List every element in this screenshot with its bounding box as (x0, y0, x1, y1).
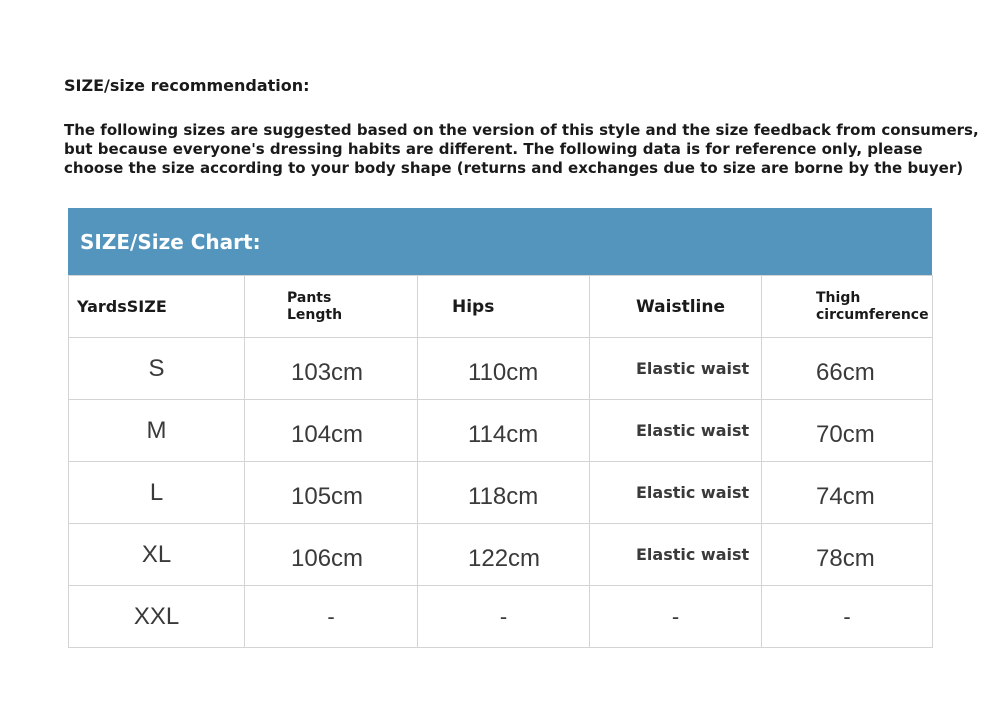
table-row (69, 524, 933, 586)
table-row (69, 338, 933, 400)
page-heading: SIZE/size recommendation: (64, 76, 310, 95)
size-table (68, 275, 933, 648)
intro-line: but because everyone's dressing habits are different. The following data is for reference only, please (64, 140, 923, 158)
header-pants-line2: Length (287, 306, 343, 323)
pants-length-cell: 106cm (245, 524, 418, 586)
size-cell: L (69, 462, 245, 524)
pants-length-cell: 105cm (245, 462, 418, 524)
header-waistline: Waistline (590, 276, 762, 338)
waistline-cell: Elastic waist (590, 524, 762, 586)
pants-length-cell: - (245, 586, 418, 648)
thigh-cell: 70cm (762, 400, 933, 462)
table-header-row (69, 276, 933, 338)
header-pants-line1: Pants (287, 289, 332, 306)
header-size: YardsSIZE (69, 276, 245, 338)
intro-paragraph (64, 121, 979, 178)
hips-cell: 118cm (418, 462, 590, 524)
table-row (69, 400, 933, 462)
hips-cell: 114cm (418, 400, 590, 462)
waistline-cell: Elastic waist (590, 400, 762, 462)
header-thigh-line2: circumference (816, 306, 929, 323)
size-chart (68, 208, 932, 648)
waistline-cell: - (590, 586, 762, 648)
intro-line: The following sizes are suggested based on the version of this style and the size feedback from consumers, (64, 121, 979, 139)
header-hips: Hips (418, 276, 590, 338)
pants-length-cell: 104cm (245, 400, 418, 462)
waistline-cell: Elastic waist (590, 462, 762, 524)
hips-cell: - (418, 586, 590, 648)
pants-length-cell: 103cm (245, 338, 418, 400)
header-pants-length (245, 276, 418, 338)
intro-line: choose the size according to your body shape (returns and exchanges due to size are borne by the buyer) (64, 159, 964, 177)
waistline-cell: Elastic waist (590, 338, 762, 400)
size-cell: XL (69, 524, 245, 586)
thigh-cell: 66cm (762, 338, 933, 400)
thigh-cell: 74cm (762, 462, 933, 524)
table-row (69, 586, 933, 648)
header-thigh (762, 276, 933, 338)
table-row (69, 462, 933, 524)
hips-cell: 122cm (418, 524, 590, 586)
size-chart-title: SIZE/Size Chart: (80, 229, 261, 254)
size-cell: S (69, 338, 245, 400)
thigh-cell: - (762, 586, 933, 648)
size-cell: M (69, 400, 245, 462)
thigh-cell: 78cm (762, 524, 933, 586)
hips-cell: 110cm (418, 338, 590, 400)
header-thigh-line1: Thigh (816, 289, 861, 306)
size-chart-banner (68, 208, 932, 275)
size-cell: XXL (69, 586, 245, 648)
